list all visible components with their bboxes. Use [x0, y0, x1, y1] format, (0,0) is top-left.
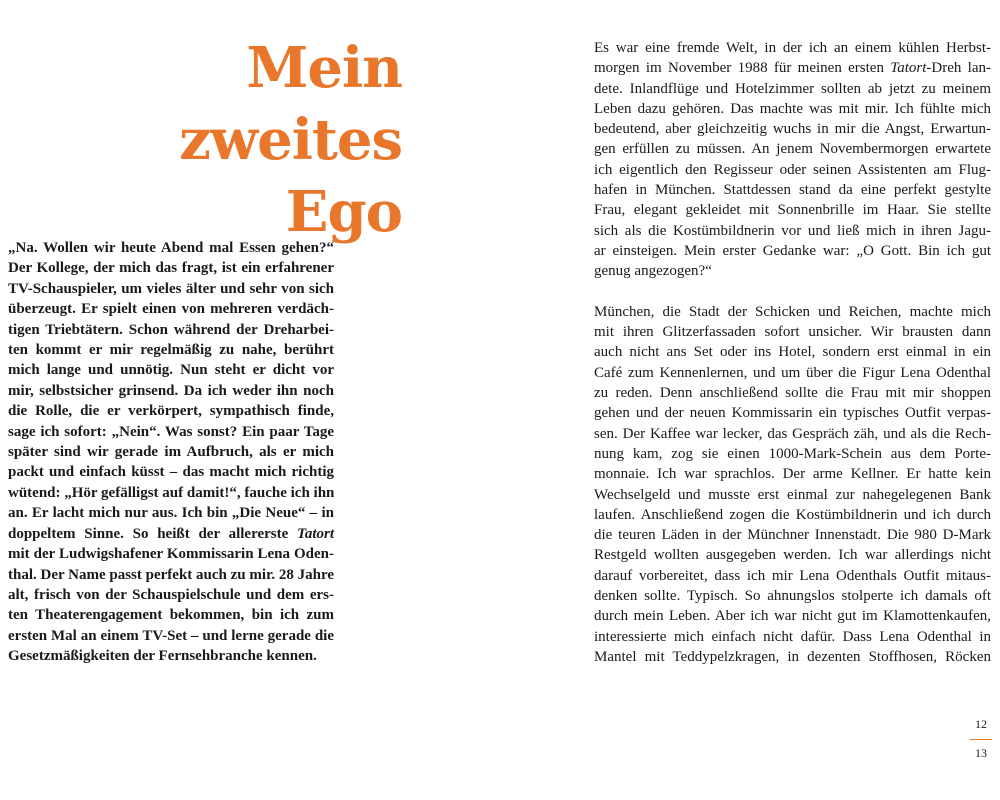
text-line: Frau, elegant gekleidet mit Sonnenbrille im Haar. Sie stellte: [594, 202, 991, 219]
text-line: Mantel mit Teddypelzkragen, in dezenten Stoffhosen, Röcken: [594, 648, 991, 665]
text-fragment: -Dreh lan-: [926, 60, 991, 77]
text-line: thal. Der Name passt perfekt auch zu mir. 28 Jahre: [8, 566, 334, 583]
text-line: ten Theaterengagement bekommen, bin ich zum: [8, 607, 334, 624]
text-line: interessierte mich einfach nicht dafür. Dass Lena Odenthal in: [594, 628, 991, 645]
text-line: tigen Triebtätern. Schon während der Dreharbei-: [8, 321, 334, 338]
text-line: mich lange und unnötig. Nun steht er dicht vor: [8, 362, 334, 379]
text-line: auch nicht ans Set oder ins Hotel, sondern erst einmal in ein: [594, 344, 991, 361]
text-line: monnaie. Ich war sprachlos. Der arme Kellner. Er hatte kein: [594, 466, 991, 483]
text-line: genug angezogen?“: [594, 263, 712, 280]
text-line: „Na. Wollen wir heute Abend mal Essen gehen?“: [8, 240, 334, 256]
text-line: Der Kollege, der mich das fragt, ist ein erfahrener: [8, 260, 334, 277]
text-line: TV-Schauspieler, um vieles älter und sehr von sich: [8, 280, 334, 297]
text-line: München, die Stadt der Schicken und Reichen, machte mich: [594, 303, 991, 320]
text-line: mit ihren Glitzerfassaden sofort unsicher. Wir brausten dann: [594, 324, 991, 341]
text-line: sich als die Kostümbildnerin vor und ließ mich in ihren Jagu-: [594, 222, 991, 239]
text-line: an. Er lacht mich nur aus. Ich bin „Die Neue“ – in: [8, 505, 334, 522]
page-number-left: 12: [975, 717, 987, 731]
tatort-title: Tatort: [297, 525, 334, 542]
text-line: sage ich sofort: „Nein“. Was sonst? Ein paar Tage: [8, 423, 334, 440]
body-text: [594, 38, 991, 667]
text-line: ten kommt er mir regelmäßig zu nahe, berührt: [8, 342, 334, 359]
text-line: gehen und der neuen Kommissarin ein typisches Outfit verpas-: [594, 405, 991, 422]
text-line: ersten Mal an einem TV-Set – und lerne gerade die: [8, 627, 334, 644]
text-fragment: morgen im November 1988 für meinen ersten: [594, 60, 891, 77]
text-line: die teuren Läden in der Münchner Innenstadt. Die 980 D-Mark: [594, 527, 991, 544]
text-line: bedeutend, aber gleichzeitig wuchs in mir die Angst, Erwartun-: [594, 121, 991, 138]
text-line: sen. Der Kaffee war lecker, das Gespräch zäh, und als die Rech-: [594, 425, 991, 442]
text-line: nung kam, zog sie einen 1000-Mark-Schein aus dem Porte-: [594, 445, 991, 462]
text-line: die Rolle, die er verkörpert, sympathisch finde,: [8, 403, 334, 420]
body-paragraph: [594, 302, 991, 667]
text-fragment: doppeltem Sinne. So heißt der allererste: [8, 525, 298, 542]
text-line: Wechselgeld und musste erst einmal zur nahegelegenen Bank: [594, 486, 991, 503]
text-line: darauf vorbereitet, dass ich mir Lena Odenthals Outfit mitaus-: [594, 567, 991, 584]
body-paragraph: [594, 38, 991, 282]
text-line: mit der Ludwigshafener Kommissarin Lena Oden-: [8, 546, 334, 563]
text-line: Leben dazu gehören. Das machte was mit mir. Ich fühlte mich: [594, 100, 991, 117]
text-line: mir, selbstsicher grinsend. Da ich weder ihn noch: [8, 382, 334, 399]
text-line: gen erfüllen zu müssen. An jenem Novembermorgen erwartete: [594, 141, 991, 158]
chapter-title: [150, 32, 402, 248]
text-line: ich eigentlich den Regisseur oder seinen Assistenten am Flug-: [594, 161, 991, 178]
lead-paragraph: [8, 238, 334, 667]
text-line: laufen. Anschließend zogen die Kostümbildnerin und ich durch: [594, 506, 991, 523]
text-line: denken sollte. Typisch. So ahnungslos stolperte ich damals oft: [594, 588, 991, 605]
chapter-title-line: Mein: [246, 35, 402, 101]
chapter-title-line: Ego: [285, 179, 402, 245]
page-number-divider: [970, 739, 992, 740]
text-line: packt und einfach küsst – das macht mich richtig: [8, 464, 334, 481]
text-line: Gesetzmäßigkeiten der Fernsehbranche kennen.: [8, 648, 317, 665]
text-line: [8, 524, 334, 544]
page-number-right: 13: [975, 746, 987, 760]
text-line: alt, frisch von der Schauspielschule und dem ers-: [8, 586, 334, 603]
text-line: Es war eine fremde Welt, in der ich an einem kühlen Herbst-: [594, 40, 991, 56]
text-line: Restgeld wollten ausgegeben werden. Ich war allerdings nicht: [594, 547, 991, 564]
text-line: wütend: „Hör gefälligst auf damit!“, fauche ich ihn: [8, 484, 335, 501]
text-line: durch mein Leben. Aber ich war nicht gut im Klamottenkaufen,: [594, 608, 991, 625]
chapter-title-line: zweites: [179, 107, 402, 173]
text-line: Café zum Kennenlernen, und um über die Figur Lena Odenthal: [594, 364, 991, 381]
text-line: überzeugt. Er spielt einen von mehreren verdäch-: [8, 301, 334, 318]
text-line: [594, 58, 991, 78]
text-line: später sind wir gerade im Aufbruch, als er mich: [8, 444, 334, 461]
text-line: zu reden. Denn anschließend sollte die Frau mit mir shoppen: [594, 385, 991, 402]
tatort-title: Tatort: [890, 60, 927, 77]
text-line: hafen in München. Stattdessen stand da eine perfekt gestylte: [594, 182, 991, 199]
text-line: dete. Inlandflüge und Hotelzimmer sollten ab jetzt zu meinem: [594, 80, 991, 97]
text-line: ar einsteigen. Mein erster Gedanke war: „O Gott. Bin ich gut: [594, 242, 991, 259]
